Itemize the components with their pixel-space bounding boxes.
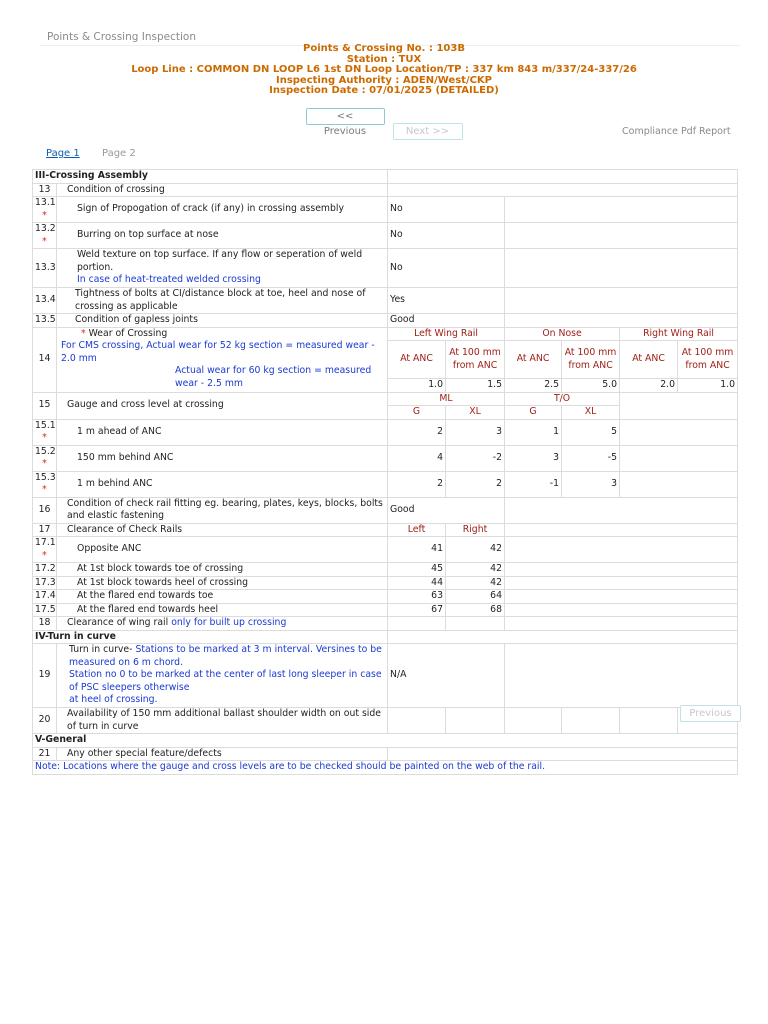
item-no: 15	[33, 392, 57, 419]
item-note: In case of heat-treated welded crossing	[77, 274, 261, 286]
cross-level-value: -5	[562, 445, 620, 471]
item-value: No	[388, 223, 505, 249]
clearance-right: 42	[446, 576, 505, 590]
item-no: 13.3	[33, 249, 57, 288]
wear-value: 2.0	[620, 379, 678, 393]
col-header-left: Left	[388, 523, 446, 537]
cross-level-value: 2	[446, 471, 505, 497]
clearance-right: 42	[446, 537, 505, 563]
sub-header: At 100 mm from ANC	[678, 341, 738, 379]
item-no: 20	[33, 708, 57, 734]
table-row	[33, 327, 738, 341]
inspection-table	[32, 169, 738, 775]
item-note: only for built up crossing	[171, 617, 287, 628]
table-row	[33, 183, 738, 197]
required-asterisk: *	[42, 209, 47, 221]
table-row	[33, 563, 738, 577]
item-desc: At 1st block towards heel of crossing	[57, 576, 388, 590]
header-crossing-no: Points & Crossing No. : 103B	[303, 43, 465, 54]
item-desc: Condition of crossing	[57, 183, 388, 197]
gauge-value: -1	[505, 471, 562, 497]
group-header: On Nose	[505, 327, 620, 341]
item-note: Station no 0 to be marked at the center of last long sleeper in case of PSC sleepers otherwise	[69, 669, 382, 693]
item-no: 17	[33, 523, 57, 537]
section-row	[33, 734, 738, 748]
table-row: 15.3 * 1 m behind ANC 2 2 -1 3	[33, 471, 738, 497]
item-value: No	[388, 197, 505, 223]
wear-value: 1.0	[678, 379, 738, 393]
sub-header-xl: XL	[446, 406, 505, 420]
item-no: 21	[33, 747, 57, 761]
gauge-value: 3	[505, 445, 562, 471]
item-no: 18	[33, 617, 57, 631]
header-authority: Inspecting Authority : ADEN/West/CKP	[275, 74, 493, 86]
table-row	[33, 197, 738, 223]
section-title: IV-Turn in curve	[33, 630, 388, 644]
sub-header-g: G	[505, 406, 562, 420]
item-no: 17.2	[33, 563, 57, 577]
item-no: 13.4	[33, 288, 57, 314]
group-header-to: T/O	[505, 392, 620, 406]
header-station: Station : TUX	[346, 53, 422, 65]
sub-header: At 100 mm from ANC	[446, 341, 505, 379]
header-date: Inspection Date : 07/01/2025 (DETAILED)	[269, 85, 499, 96]
table-row	[33, 314, 738, 328]
table-row	[33, 708, 738, 734]
footnote: Note: Locations where the gauge and cross levels are to be checked should be painted on the web of the rail.	[33, 761, 738, 775]
gauge-value: 1	[505, 419, 562, 445]
item-note: Stations to be marked at 3 m interval. Versines to be measured on 6 m chord.	[69, 644, 382, 668]
cross-level-value: -2	[446, 445, 505, 471]
item-no: 16	[33, 497, 57, 523]
item-note: Actual wear for 60 kg section = measured wear - 2.5 mm	[175, 365, 372, 389]
note-row	[33, 761, 738, 775]
app-title: Points & Crossing Inspection	[47, 31, 196, 43]
item-no: 17.3	[33, 576, 57, 590]
sub-header: At ANC	[620, 341, 678, 379]
sub-header-xl: XL	[562, 406, 620, 420]
table-row: 17.1 * Opposite ANC 41 42	[33, 537, 738, 563]
required-asterisk: *	[81, 327, 86, 339]
section-row	[33, 630, 738, 644]
table-row	[33, 392, 738, 406]
item-desc: At the flared end towards toe	[57, 590, 388, 604]
table-row	[33, 288, 738, 314]
cross-level-value: 3	[562, 471, 620, 497]
item-desc: Turn in curve-	[69, 644, 133, 656]
table-row	[33, 644, 738, 708]
item-desc: Burring on top surface at nose	[57, 223, 388, 249]
table-row	[33, 603, 738, 617]
item-no: 13	[33, 183, 57, 197]
table-row	[33, 223, 738, 249]
clearance-left: 45	[388, 563, 446, 577]
gauge-value: 2	[388, 419, 446, 445]
item-no: 19	[33, 644, 57, 708]
section-row	[33, 170, 738, 184]
clearance-left: 44	[388, 576, 446, 590]
sub-header-g: G	[388, 406, 446, 420]
clearance-right: 64	[446, 590, 505, 604]
report-header	[0, 44, 768, 97]
item-desc: Clearance of Check Rails	[57, 523, 388, 537]
tab-page-2[interactable]: Page 2	[102, 148, 136, 159]
table-row	[33, 576, 738, 590]
item-desc: Clearance of wing rail	[67, 617, 169, 628]
item-note: For CMS crossing, Actual wear for 52 kg section = measured wear - 2.0 mm	[61, 340, 375, 364]
group-header-ml: ML	[388, 392, 505, 406]
wear-value: 2.5	[505, 379, 562, 393]
clearance-right: 42	[446, 563, 505, 577]
wear-value: 1.0	[388, 379, 446, 393]
item-desc: 1 m behind ANC	[57, 471, 388, 497]
item-desc: At 1st block towards toe of crossing	[57, 563, 388, 577]
item-value: N/A	[388, 644, 505, 708]
section-title: V-General	[33, 734, 738, 748]
item-value: Good	[388, 314, 505, 328]
item-value: Yes	[388, 288, 505, 314]
item-no: 13.1	[35, 197, 56, 208]
table-row	[33, 747, 738, 761]
item-no: 13.5	[33, 314, 57, 328]
clearance-left: 63	[388, 590, 446, 604]
wear-value: 1.5	[446, 379, 505, 393]
item-desc: Tightness of bolts at CI/distance block at toe, heel and nose of crossing as applicable	[57, 288, 388, 314]
table-row: 15.1 * 1 m ahead of ANC 2 3 1 5	[33, 419, 738, 445]
item-value: No	[388, 249, 505, 288]
item-value: Good	[388, 497, 505, 523]
item-no: 17.4	[33, 590, 57, 604]
group-header: Left Wing Rail	[388, 327, 505, 341]
compliance-pdf-link[interactable]: Compliance Pdf Report	[622, 126, 731, 137]
item-desc: Sign of Propogation of crack (if any) in crossing assembly	[57, 197, 388, 223]
item-desc: 1 m ahead of ANC	[57, 419, 388, 445]
gauge-value: 2	[388, 471, 446, 497]
previous-button[interactable]: << Previous	[306, 108, 385, 125]
section-title: III-Crossing Assembly	[33, 170, 388, 184]
table-row	[33, 523, 738, 537]
item-desc: Opposite ANC	[57, 537, 388, 563]
sub-header: At ANC	[388, 341, 446, 379]
next-button[interactable]: Next >>	[393, 123, 463, 140]
cross-level-value: 5	[562, 419, 620, 445]
table-row	[33, 497, 738, 523]
table-row	[33, 249, 738, 288]
item-desc: At the flared end towards heel	[57, 603, 388, 617]
item-desc: Condition of gapless joints	[57, 314, 388, 328]
col-header-right: Right	[446, 523, 505, 537]
gauge-value: 4	[388, 445, 446, 471]
item-desc: Availability of 150 mm additional ballast shoulder width on out side of turn in curve	[57, 708, 388, 734]
table-row: 15.2 * 150 mm behind ANC 4 -2 3 -5	[33, 445, 738, 471]
header-loop-line: Loop Line : COMMON DN LOOP L6 1st DN Loop Location/TP : 337 km 843 m/337/24-337/26	[131, 64, 637, 75]
item-desc: Weld texture on top surface. If any flow or seperation of weld portion.	[77, 249, 363, 273]
item-desc: Any other special feature/defects	[57, 747, 388, 761]
item-no: 17.1	[35, 537, 56, 548]
required-asterisk: *	[42, 235, 47, 247]
clearance-right: 68	[446, 603, 505, 617]
table-row	[33, 617, 738, 631]
cross-level-value: 3	[446, 419, 505, 445]
bottom-previous-button[interactable]: Previous	[680, 705, 741, 722]
sub-header: At 100 mm from ANC	[562, 341, 620, 379]
item-no: 17.5	[33, 603, 57, 617]
tab-page-1[interactable]: Page 1	[46, 148, 80, 159]
item-no: 15.3	[35, 471, 56, 483]
group-header: Right Wing Rail	[620, 327, 738, 341]
clearance-left: 67	[388, 603, 446, 617]
wear-value: 5.0	[562, 379, 620, 393]
item-no: 15.2	[35, 445, 56, 457]
item-desc: Wear of Crossing	[88, 327, 168, 339]
item-desc: Condition of check rail fitting eg. bearing, plates, keys, blocks, bolts and elastic fastening	[57, 497, 388, 523]
clearance-left: 41	[388, 537, 446, 563]
item-no: 14	[33, 327, 57, 392]
item-no: 13.2	[35, 223, 56, 234]
item-no: 15.1	[35, 419, 56, 431]
sub-header: At ANC	[505, 341, 562, 379]
table-row	[33, 590, 738, 604]
item-desc: 150 mm behind ANC	[57, 445, 388, 471]
item-note: at heel of crossing.	[69, 694, 158, 706]
item-desc: Gauge and cross level at crossing	[57, 392, 388, 419]
